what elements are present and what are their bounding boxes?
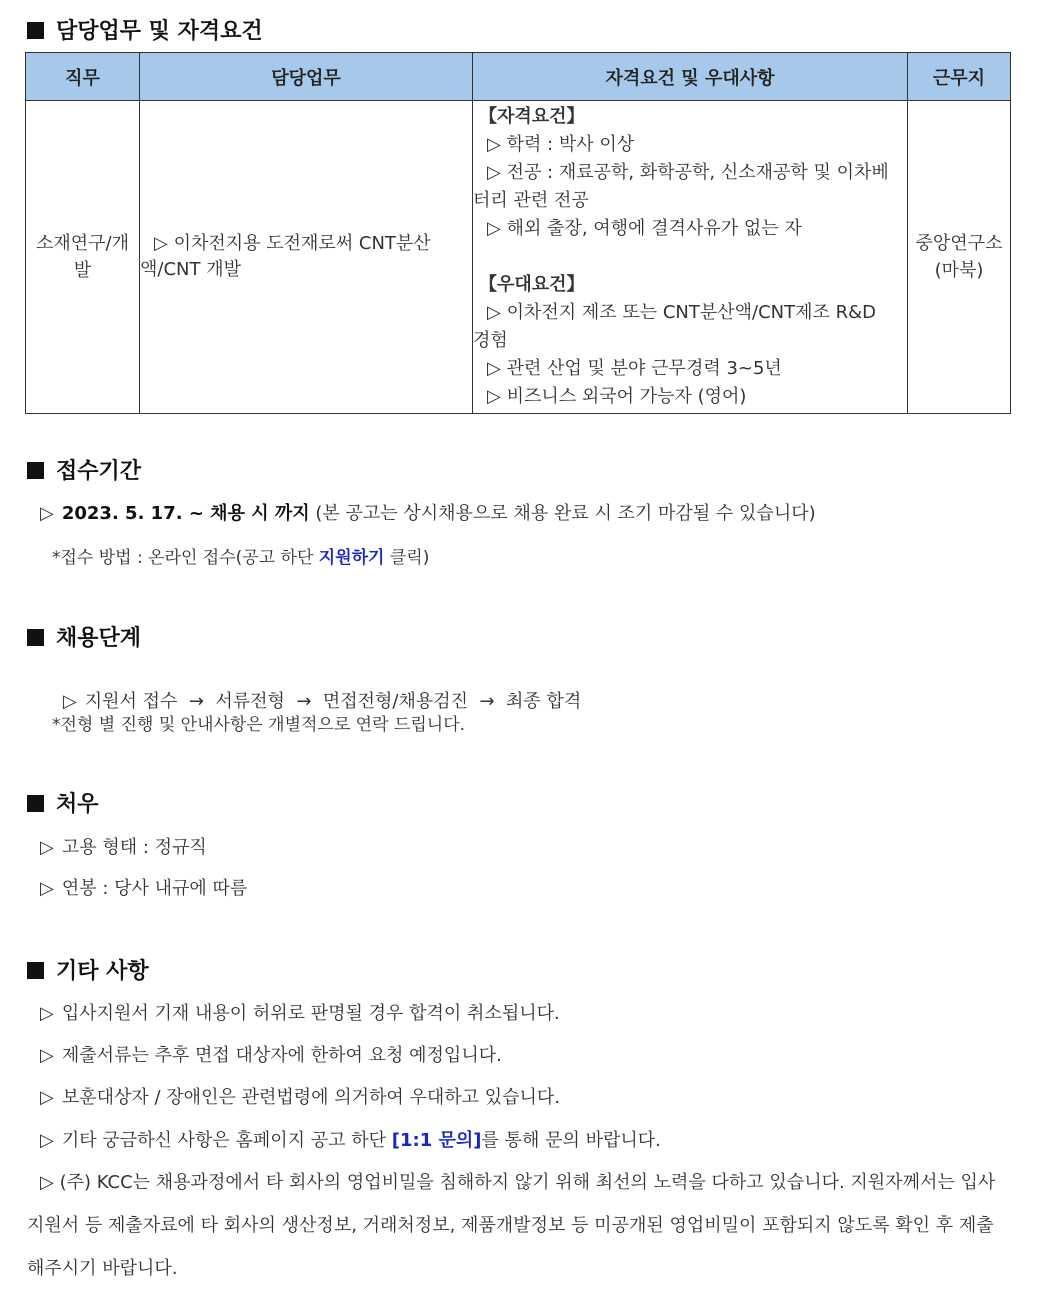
section-title-etc: 기타 사항 — [27, 954, 149, 985]
square-bullet-icon — [27, 629, 44, 646]
triangle-bullet-icon: ▷ — [62, 691, 77, 712]
period-dates: 2023. 5. 17. ~ 채용 시 까지 — [61, 503, 310, 524]
inquiry-link[interactable]: [1:1 문의] — [391, 1130, 482, 1151]
square-bullet-icon — [27, 795, 44, 812]
triangle-bullet-icon: ▷ — [40, 1003, 54, 1024]
square-bullet-icon — [27, 22, 44, 39]
triangle-bullet-icon: ▷ — [40, 878, 54, 899]
steps-note: *전형 별 진행 및 안내사항은 개별적으로 연락 드립니다. — [52, 715, 466, 735]
header-duty: 담당업무 — [140, 53, 473, 101]
benefit-item: ▷ 연봉 : 당사 내규에 따름 — [40, 878, 248, 899]
duties-table — [25, 52, 1011, 414]
etc-item: ▷ 보훈대상자 / 장애인은 관련법령에 의거하여 우대하고 있습니다. — [40, 1087, 561, 1108]
cell-duty — [140, 101, 473, 414]
etc-item: ▷ 제출서류는 추후 면접 대상자에 한하여 요청 예정입니다. — [40, 1045, 502, 1066]
steps-line: ▷ 지원서 접수 → 서류전형 → 면접전형/채용검진 → 최종 합격 — [62, 691, 582, 712]
section-title-duties: 담당업무 및 자격요건 — [27, 14, 263, 45]
requirement-item: ▷ 해외 출장, 여행에 결격사유가 없는 자 — [487, 218, 802, 239]
table-header-row — [26, 53, 1011, 101]
period-line — [40, 499, 816, 525]
section-title-period: 접수기간 — [27, 454, 141, 485]
duty-text: ▷ 이차전지용 도전재로써 CNT분산액/CNT 개발 — [140, 233, 431, 280]
triangle-bullet-icon: ▷ — [40, 1130, 54, 1151]
section-title-steps: 채용단계 — [27, 621, 141, 652]
header-location: 근무지 — [908, 53, 1011, 101]
preferred-header: 【우대요건】 — [479, 274, 585, 295]
section-title-benefits: 처우 — [27, 787, 99, 818]
etc-item: ▷ 입사지원서 기재 내용이 허위로 판명될 경우 합격이 취소됩니다. — [40, 1003, 560, 1024]
job-name: 소재연구/개발 — [35, 233, 129, 281]
preferred-item: ▷ 비즈니스 외국어 가능자 (영어) — [487, 386, 747, 407]
preferred-item: ▷ 이차전지 제조 또는 CNT분산액/CNT제조 R&D 경험 — [473, 302, 877, 351]
triangle-bullet-icon: ▷ — [40, 1087, 54, 1108]
preferred-item: ▷ 관련 산업 및 분야 근무경력 3~5년 — [487, 358, 782, 379]
triangle-bullet-icon: ▷ — [40, 837, 54, 858]
location-line: 중앙연구소 — [915, 233, 1003, 254]
triangle-bullet-icon: ▷ — [40, 1045, 54, 1066]
apply-method-note: *접수 방법 : 온라인 접수(공고 하단 지원하기 클릭) — [52, 548, 430, 568]
etc-item-inquiry: ▷ 기타 궁금하신 사항은 홈페이지 공고 하단 [1:1 문의]를 통해 문의 바랍니다. — [40, 1130, 661, 1151]
period-note: (본 공고는 상시채용으로 채용 완료 시 조기 마감될 수 있습니다) — [309, 503, 816, 524]
square-bullet-icon — [27, 462, 44, 479]
header-job: 직무 — [26, 53, 140, 101]
benefit-item: ▷ 고용 형태 : 정규직 — [40, 837, 207, 858]
requirement-item: ▷ 학력 : 박사 이상 — [487, 134, 635, 155]
triangle-bullet-icon: ▷ — [40, 503, 54, 524]
square-bullet-icon — [27, 962, 44, 979]
apply-link[interactable]: 지원하기 — [318, 548, 385, 568]
cell-location — [908, 101, 1011, 414]
trade-secret-notice: ▷ (주) KCC는 채용과정에서 타 회사의 영업비밀을 침해하지 않기 위해 최선의 노력을 다하고 있습니다. 지원자께서는 입사지원서 등 제출자료에 타 회사의 생산정보, 거래처정보, 제품개발정보 등 미공개된 영업비밀이 포함되지 않도록 확인 후 제출해주시기 바랍니다. — [27, 1172, 996, 1279]
location-line: (마북) — [934, 260, 984, 281]
header-requirements: 자격요건 및 우대사항 — [473, 53, 908, 101]
cell-job — [26, 101, 140, 414]
requirement-item: ▷ 전공 : 재료공학, 화학공학, 신소재공학 및 이차베터리 관련 전공 — [473, 162, 889, 211]
requirements-header: 【자격요건】 — [479, 106, 585, 127]
table-row — [26, 101, 1011, 414]
cell-requirements — [473, 101, 908, 414]
